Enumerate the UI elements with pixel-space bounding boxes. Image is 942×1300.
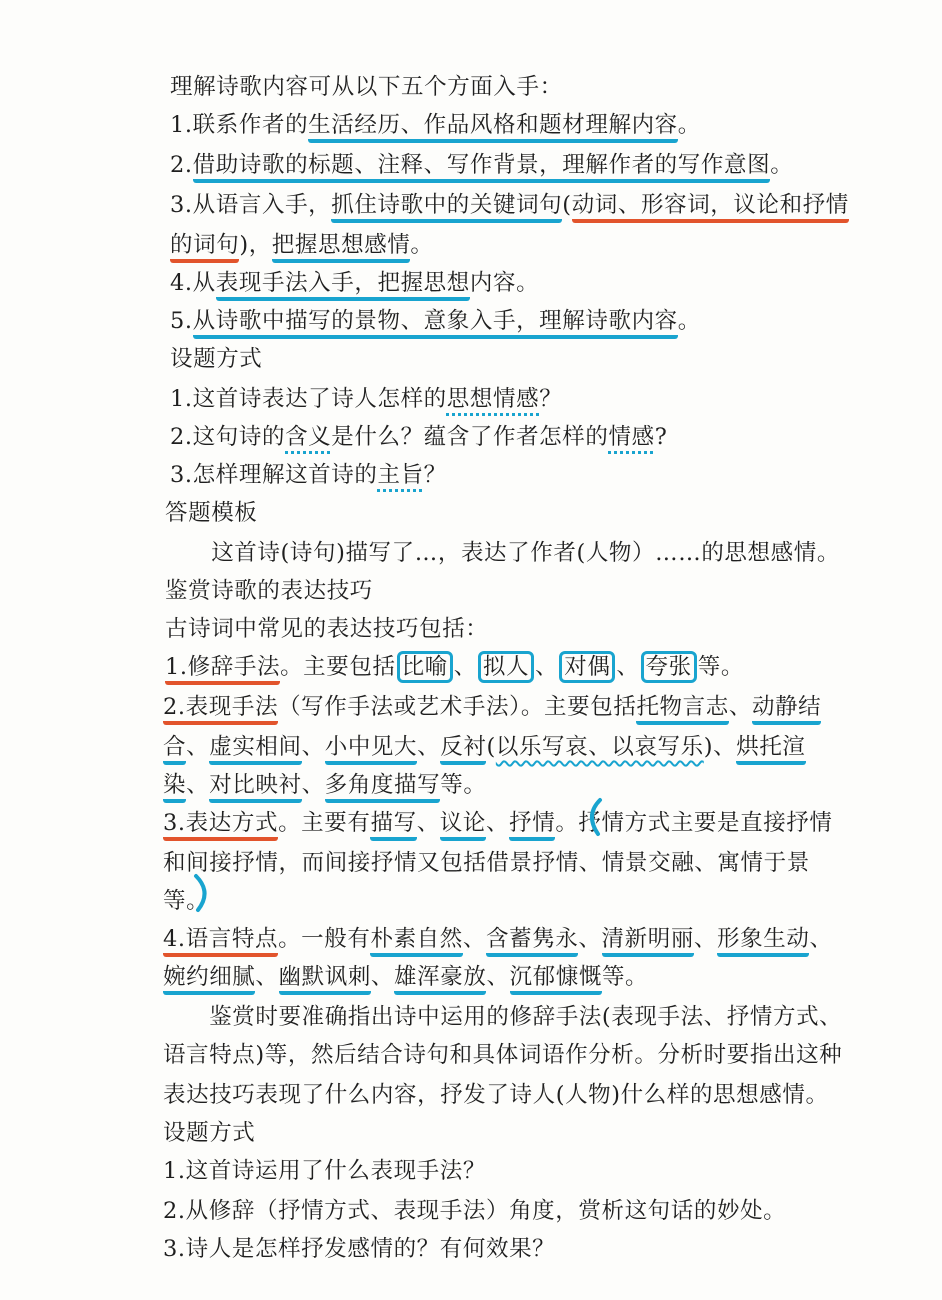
text-line (170, 72, 563, 102)
text-segment: 4.从 (170, 270, 216, 296)
annotated-phrase: 清新明丽 (602, 926, 694, 957)
text-segment: 、 (616, 654, 640, 680)
text-segment: 、 (186, 734, 210, 760)
text-segment: 鉴赏诗歌的表达技巧 (165, 578, 373, 604)
annotated-phrase: 多角度描写 (325, 772, 441, 803)
text-segment: 答题模板 (165, 500, 258, 526)
annotated-phrase: 含义 (285, 424, 332, 450)
annotated-phrase: 对比映衬 (209, 772, 301, 803)
text-segment: 古诗词中常见的表达技巧包括： (165, 616, 489, 642)
text-segment: 等。 (601, 964, 649, 990)
text-segment: 、 (728, 694, 752, 720)
text-line (163, 924, 833, 954)
text-segment: 、 (370, 964, 395, 990)
annotated-phrase: 朴素自然 (370, 926, 462, 957)
text-segment: 等。 (163, 888, 210, 914)
text-segment: 、 (693, 926, 718, 952)
text-segment: 3.怎样理解这首诗的 (170, 462, 378, 488)
text-line (163, 1080, 829, 1110)
annotated-phrase: 动静结 (752, 694, 821, 725)
text-segment: 2. (170, 152, 193, 178)
text-line (163, 886, 209, 916)
text-segment: 、 (809, 926, 833, 952)
text-line (163, 732, 806, 762)
text-segment: 。 (677, 112, 701, 138)
text-line (163, 692, 821, 722)
text-segment: 3.诗人是怎样抒发感情的？有何效果？ (163, 1236, 556, 1262)
text-segment: ? (654, 424, 668, 450)
text-line (170, 190, 849, 220)
text-line (165, 614, 488, 644)
text-segment: 。 (770, 152, 794, 178)
text-segment: 1.这首诗表达了诗人怎样的 (170, 386, 447, 412)
annotated-phrase: 夸张 (641, 651, 697, 683)
annotated-phrase: 比喻 (397, 651, 453, 683)
annotated-phrase: 烘托渲 (736, 734, 805, 765)
text-line (165, 652, 744, 682)
text-segment: 内容。 (469, 270, 540, 296)
annotated-phrase: 把握思想感情 (272, 232, 411, 263)
text-segment: 。主要包括 (280, 654, 396, 680)
text-segment: 2.从修辞（抒情方式、表现手法）角度，赏析这句话的妙处。 (163, 1198, 787, 1224)
annotated-phrase: 雄浑豪放 (394, 964, 486, 995)
text-line (163, 1040, 842, 1070)
text-line (170, 110, 701, 140)
text-segment: 语言特点)等，然后结合诗句和具体词语作分析。分析时要指出这种 (163, 1042, 843, 1068)
annotated-phrase: 从诗歌中描写的景物、意象入手，理解诗歌内容 (193, 308, 678, 339)
text-segment: 表达技巧表现了什么内容，抒发了诗人(人物)什么样的思想感情。 (163, 1082, 829, 1108)
text-segment: 。 (410, 232, 434, 258)
annotated-phrase: 描写 (370, 810, 416, 841)
text-segment: 1.联系作者的 (170, 112, 309, 138)
text-line (165, 576, 373, 606)
annotated-phrase: 含蓄隽永 (486, 926, 578, 957)
text-line (165, 538, 840, 568)
annotated-phrase: 4.语言特点 (163, 926, 278, 957)
text-segment: 2.这句诗的 (170, 424, 286, 450)
text-segment: 鉴赏时要准确指出诗中运用的修辞手法(表现手法、抒情方式、 (163, 1004, 843, 1030)
text-segment: )， (239, 232, 272, 258)
text-segment: 1.这首诗运用了什么表现手法？ (163, 1158, 486, 1184)
text-segment: 设题方式 (163, 1120, 256, 1146)
text-segment: ？ (423, 462, 447, 488)
text-segment: 、 (417, 734, 441, 760)
annotated-phrase: 染 (163, 772, 186, 803)
text-line (170, 230, 434, 260)
text-line (170, 306, 701, 336)
text-segment: 理解诗歌内容可从以下五个方面入手： (170, 74, 563, 100)
text-line (165, 498, 257, 528)
text-line (170, 422, 667, 452)
text-segment: 设题方式 (170, 346, 263, 372)
annotated-phrase: 对偶 (559, 651, 615, 683)
text-segment: 。 (677, 308, 701, 334)
text-line (163, 770, 486, 800)
annotated-phrase: 2.表现手法 (163, 694, 278, 725)
text-segment: 。主要有 (278, 810, 371, 836)
text-segment: （写作手法或艺术手法）。主要包括 (278, 694, 637, 720)
text-line (163, 1118, 255, 1148)
text-segment: ( (486, 734, 496, 760)
annotated-phrase: 反衬 (440, 734, 486, 765)
text-segment: ？ (539, 386, 563, 412)
text-segment: 、 (301, 772, 325, 798)
text-segment: 、 (255, 964, 279, 990)
text-line (163, 1234, 555, 1264)
text-segment: 、 (453, 654, 477, 680)
text-line (170, 344, 262, 374)
annotated-phrase: 沉郁慷慨 (510, 964, 602, 995)
annotated-phrase: 拟人 (478, 651, 534, 683)
annotated-phrase: 小中见大 (325, 734, 417, 765)
text-line (170, 268, 539, 298)
text-segment: 、 (462, 926, 486, 952)
annotated-phrase: 1.修辞手法 (165, 654, 280, 685)
text-segment: 和间接抒情，而间接抒情又包括借景抒情、情景交融、寓情于景 (163, 850, 810, 876)
annotated-phrase: 托物言志 (636, 694, 728, 725)
text-segment: 3.从语言入手， (170, 192, 332, 218)
text-line (163, 1196, 786, 1226)
text-line (163, 808, 833, 838)
annotated-phrase: 借助诗歌的标题、注释、写作背景，理解作者的写作意图 (193, 152, 771, 183)
text-segment: 、 (186, 772, 210, 798)
text-segment: 。抒情方式主要是直接抒情 (555, 810, 833, 836)
annotated-phrase: 3.表达方式 (163, 810, 278, 841)
text-segment: ( (562, 192, 572, 218)
text-line (163, 848, 810, 878)
text-line (163, 962, 648, 992)
text-line (170, 384, 562, 414)
text-segment: 5. (170, 308, 193, 334)
text-segment: 是什么？蕴含了作者怎样的 (331, 424, 609, 450)
annotated-phrase: 动词、形容词，议论和抒情 (572, 192, 849, 223)
annotated-phrase: 生活经历、作品风格和题材理解内容 (308, 112, 678, 143)
text-line (170, 460, 447, 490)
text-segment: )、 (703, 734, 737, 760)
annotated-phrase: 表现手法入手，把握思想 (216, 270, 470, 301)
annotated-phrase: 以乐写哀、以哀写乐 (495, 734, 704, 760)
text-line (163, 1002, 842, 1032)
annotated-phrase: 议论 (440, 810, 486, 841)
text-segment: 、 (301, 734, 325, 760)
annotated-phrase: 情感 (608, 424, 655, 450)
text-segment: 等。 (440, 772, 487, 798)
annotated-phrase: 虚实相间 (209, 734, 301, 765)
text-line (170, 150, 793, 180)
text-segment: 、 (486, 964, 510, 990)
text-segment: 这首诗(诗句)描写了…，表达了作者(人物）……的思想感情。 (165, 540, 840, 566)
text-segment: 。一般有 (278, 926, 371, 952)
annotated-phrase: 婉约细腻 (163, 964, 255, 995)
annotated-phrase: 主旨 (377, 462, 424, 488)
annotated-phrase: 幽默讽刺 (279, 964, 371, 995)
text-segment: 、 (416, 810, 440, 836)
annotated-phrase: 思想情感 (446, 386, 540, 412)
annotated-phrase: 形象生动 (717, 926, 809, 957)
annotated-phrase: 的词句 (170, 232, 239, 263)
annotated-phrase: 抒情 (509, 810, 555, 841)
text-segment: 等。 (697, 654, 744, 680)
text-segment: 、 (578, 926, 602, 952)
text-segment: 、 (535, 654, 559, 680)
text-segment: 、 (486, 810, 510, 836)
annotated-phrase: 抓住诗歌中的关键词句 (331, 192, 562, 223)
annotated-phrase: 合 (163, 734, 186, 765)
text-line (163, 1156, 486, 1186)
